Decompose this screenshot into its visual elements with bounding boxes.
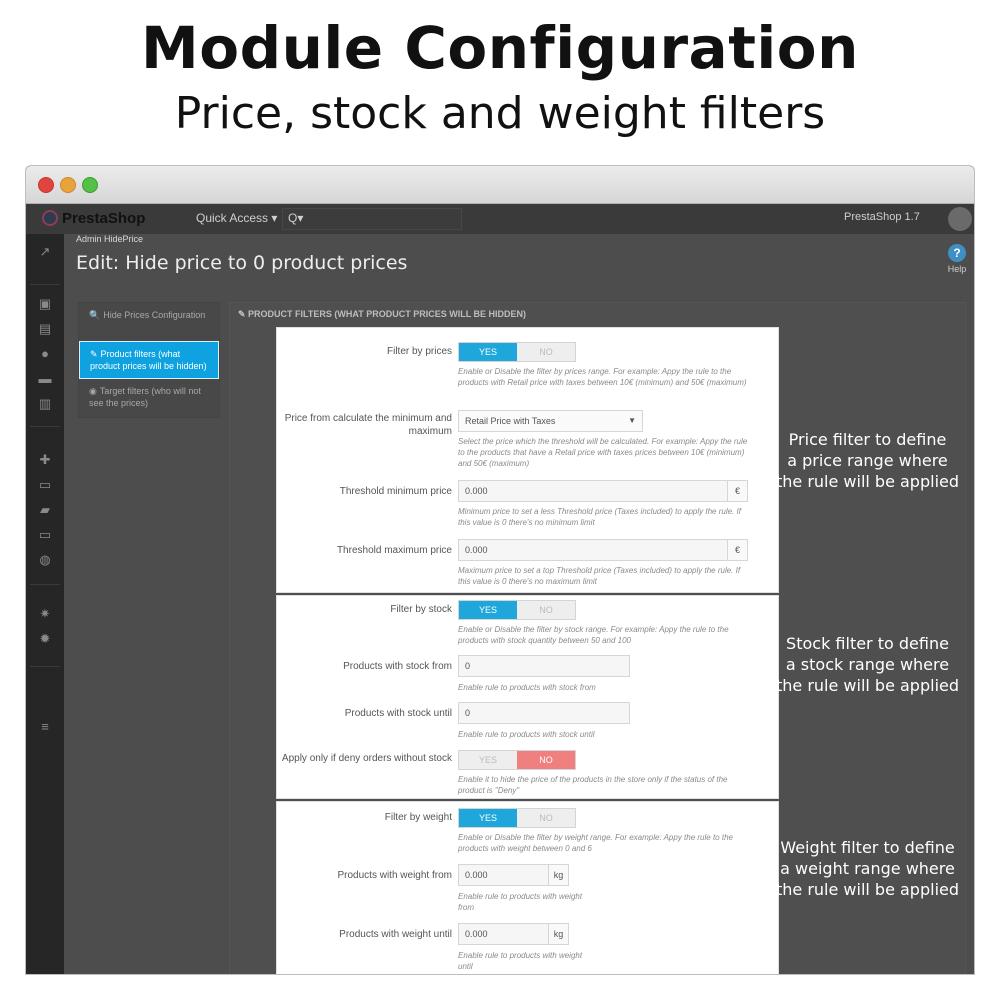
- threshold-min-hint: Minimum price to set a less Threshold price (Taxes included) to apply the rule. If this value is 0 there's no minimum limit: [458, 507, 741, 527]
- filter-by-stock-toggle[interactable]: [458, 600, 576, 620]
- stats-icon[interactable]: ▥: [38, 396, 52, 411]
- design-icon[interactable]: ▭: [38, 477, 52, 492]
- annotation-line: the rule will be applied: [775, 880, 960, 899]
- breadcrumb[interactable]: Admin HidePrice: [76, 234, 144, 244]
- stock-until-label: Products with stock until: [344, 708, 452, 719]
- hero-subtitle: Price, stock and weight filters: [174, 88, 826, 139]
- stock-until-input[interactable]: [458, 702, 630, 724]
- filter-by-weight-hint: Enable or Disable the filter by weight range. For example: Appy the rule to the products with weight between 0 and 6: [458, 833, 733, 853]
- advanced-settings-icon[interactable]: ✹: [39, 631, 51, 646]
- threshold-max-hint: Maximum price to set a top Threshold price (Taxes included) to apply the rule. If this value is 0 there's no maximum limit: [458, 566, 741, 586]
- sidebar-divider: [30, 666, 60, 667]
- annotation-line: a price range where: [787, 451, 948, 470]
- annotation-line: Stock filter to define: [786, 634, 949, 653]
- page-title: Edit: Hide price to 0 product prices: [76, 252, 408, 274]
- maximize-window-button[interactable]: [82, 177, 98, 193]
- deny-orders-toggle[interactable]: [458, 750, 576, 770]
- annotation-line: Price filter to define: [788, 430, 947, 449]
- customers-icon[interactable]: ●: [41, 346, 49, 361]
- no-option[interactable]: NO: [517, 809, 575, 827]
- modules-icon[interactable]: ✚: [39, 452, 51, 467]
- help-label: Help: [947, 264, 967, 274]
- tab-target-filters[interactable]: [79, 379, 219, 417]
- filter-by-prices-hint: Enable or Disable the filter by prices range. For example: Appy the rule to the products with Retail price with taxes between 10€ (minimum) and 50€ (maximum): [458, 367, 747, 387]
- price-annotation: [735, 429, 1000, 492]
- yes-option[interactable]: YES: [459, 809, 517, 827]
- quick-access-menu[interactable]: Quick Access ▾: [196, 211, 278, 225]
- no-option[interactable]: NO: [517, 751, 575, 769]
- prestashop-logo-icon: [42, 210, 58, 226]
- unit-addon: kg: [548, 924, 568, 944]
- weight-from-hint: Enable rule to products with weight from: [458, 892, 583, 912]
- deny-orders-hint: Enable it to hide the price of the products in the store only if the status of the product is "Deny": [458, 775, 728, 795]
- messages-icon[interactable]: ▬: [38, 371, 52, 386]
- orders-icon[interactable]: ▣: [38, 296, 52, 311]
- tab-label: Target filters (who will not see the prices): [89, 386, 201, 408]
- no-option[interactable]: NO: [517, 343, 575, 361]
- filter-by-stock-hint: Enable or Disable the filter by stock range. For example: Appy the rule to the products with stock quantity between 50 and 100: [458, 625, 729, 645]
- window-titlebar: [26, 166, 974, 204]
- yes-option[interactable]: YES: [459, 343, 517, 361]
- threshold-min-value: 0.000: [465, 486, 488, 496]
- panel-heading: ✎ PRODUCT FILTERS (WHAT PRODUCT PRICES WILL BE HIDDEN): [238, 309, 527, 319]
- stock-from-value: 0: [465, 661, 471, 671]
- version-label: PrestaShop 1.7: [844, 211, 920, 223]
- stock-from-input[interactable]: [458, 655, 630, 677]
- stock-annotation: [735, 633, 1000, 696]
- annotation-line: the rule will be applied: [775, 472, 960, 491]
- price-calc-value: Retail Price with Taxes: [465, 416, 556, 426]
- chevron-down-icon: ▼: [628, 416, 636, 425]
- annotation-line: a weight range where: [780, 859, 955, 878]
- tab-hide-prices-configuration[interactable]: [79, 303, 219, 341]
- stock-until-value: 0: [465, 708, 471, 718]
- weight-annotation: [735, 837, 1000, 900]
- yes-option[interactable]: YES: [459, 751, 517, 769]
- stock-filter-card: [276, 595, 779, 799]
- minimize-window-button[interactable]: [60, 177, 76, 193]
- annotation-line: Weight filter to define: [780, 838, 955, 857]
- trending-icon[interactable]: ↗: [39, 244, 51, 259]
- tab-label: Product filters (what product prices will be hidden): [90, 349, 207, 371]
- deny-orders-label: Apply only if deny orders without stock: [281, 753, 452, 764]
- edit-icon: ✎: [90, 349, 98, 359]
- prestashop-logo[interactable]: [42, 210, 145, 227]
- threshold-max-value: 0.000: [465, 545, 488, 555]
- unit-addon: kg: [548, 865, 568, 885]
- search-input[interactable]: [282, 208, 462, 230]
- help-icon: ?: [948, 244, 966, 262]
- threshold-min-label: Threshold minimum price: [339, 486, 452, 497]
- weight-until-value: 0.000: [465, 929, 488, 939]
- currency-addon: €: [727, 481, 747, 501]
- hero-title: Module Configuration: [141, 14, 859, 82]
- weight-until-label: Products with weight until: [339, 929, 452, 940]
- admin-sidebar: [26, 234, 64, 975]
- sidebar-divider: [30, 284, 60, 285]
- search-icon[interactable]: Q▾: [288, 211, 304, 225]
- annotation-line: the rule will be applied: [775, 676, 960, 695]
- currency-addon: €: [727, 540, 747, 560]
- stock-until-hint: Enable rule to products with stock until: [458, 730, 595, 739]
- tab-product-filters[interactable]: [79, 341, 219, 379]
- threshold-max-label: Threshold maximum price: [336, 545, 452, 556]
- filter-by-weight-label: Filter by weight: [384, 812, 452, 823]
- config-tabs: [78, 302, 220, 418]
- stock-from-hint: Enable rule to products with stock from: [458, 683, 596, 692]
- avatar[interactable]: [948, 207, 972, 231]
- filter-by-stock-label: Filter by stock: [390, 604, 452, 615]
- tab-label: Hide Prices Configuration: [103, 310, 206, 320]
- filter-by-weight-toggle[interactable]: [458, 808, 576, 828]
- weight-from-input[interactable]: [458, 864, 569, 886]
- no-option[interactable]: NO: [517, 601, 575, 619]
- price-calc-select[interactable]: [458, 410, 643, 432]
- annotation-line: a stock range where: [785, 655, 950, 674]
- close-window-button[interactable]: [38, 177, 54, 193]
- price-filter-card: [276, 327, 779, 593]
- stock-from-label: Products with stock from: [343, 661, 452, 672]
- threshold-max-input[interactable]: [458, 539, 748, 561]
- menu-collapse-icon[interactable]: ≡: [41, 719, 49, 734]
- weight-filter-card: [276, 801, 779, 975]
- logo-text: PrestaShop: [62, 210, 146, 227]
- weight-from-value: 0.000: [465, 870, 488, 880]
- weight-until-hint: Enable rule to products with weight until: [458, 951, 583, 971]
- settings-gear-icon[interactable]: ✷: [39, 606, 51, 621]
- yes-option[interactable]: YES: [459, 601, 517, 619]
- help-button[interactable]: [942, 244, 972, 274]
- payment-icon[interactable]: ▭: [38, 527, 52, 542]
- catalog-icon[interactable]: ▤: [38, 321, 52, 336]
- international-icon[interactable]: ◍: [39, 552, 51, 567]
- threshold-min-input[interactable]: [458, 480, 748, 502]
- admin-topbar: [26, 204, 974, 234]
- sidebar-divider: [30, 426, 60, 427]
- filter-by-prices-label: Filter by prices: [386, 346, 452, 357]
- search-icon: 🔍: [89, 310, 101, 320]
- globe-icon: ◉: [89, 386, 97, 396]
- sidebar-divider: [30, 584, 60, 585]
- filter-by-prices-toggle[interactable]: [458, 342, 576, 362]
- price-calc-label: Price from calculate the minimum and maximum: [284, 413, 452, 437]
- weight-until-input[interactable]: [458, 923, 569, 945]
- weight-from-label: Products with weight from: [337, 870, 452, 881]
- price-calc-hint: Select the price which the threshold will be calculated. For example: Appy the rule to the products that have a Retail price with taxes prices between 10€ (minimum) and 50€ (maximum): [458, 437, 748, 468]
- shipping-icon[interactable]: ▰: [40, 502, 50, 517]
